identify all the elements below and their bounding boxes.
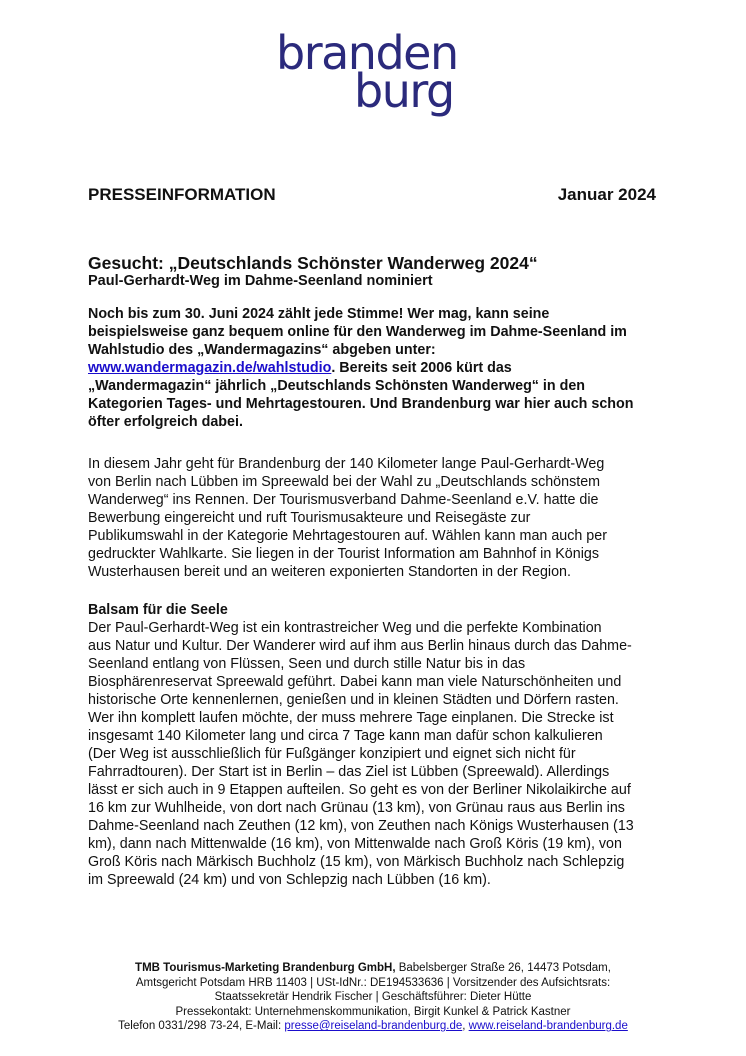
text-line: Kategorien Tages- und Mehrtagestouren. Und Brandenburg war hier auch schon xyxy=(88,396,634,412)
footer-line xyxy=(0,1019,746,1034)
text-line: (Der Weg ist ausschließlich für Fußgänger konzipiert und eignet sich nicht für xyxy=(88,746,576,762)
body-paragraph-1 xyxy=(88,455,668,581)
wandermagazin-link[interactable]: www.wandermagazin.de/wahlstudio xyxy=(88,360,332,376)
press-info-label: PRESSEINFORMATION xyxy=(88,185,276,204)
footer-line xyxy=(0,961,746,976)
text-line: im Spreewald (24 km) und von Schlepzig nach Lübben (16 km). xyxy=(88,872,491,888)
text-line: gedruckter Wahlkarte. Sie liegen in der Tourist Information am Bahnhof in Königs xyxy=(88,546,599,562)
text-line: Wanderweg“ ins Rennen. Der Tourismusverband Dahme-Seenland e.V. hatte die xyxy=(88,492,599,508)
company-address: Babelsberger Straße 26, 14473 Potsdam, xyxy=(395,962,611,974)
text-line: Publikumswahl in der Kategorie Mehrtagestouren auf. Wählen kann man auch per xyxy=(88,528,607,544)
logo-line1: branden xyxy=(276,26,458,80)
headline: Gesucht: „Deutschlands Schönster Wanderweg 2024“ xyxy=(88,253,538,273)
text-line: 16 km zur Wuhlheide, von dort nach Grünau (13 km), von Grünau raus aus Berlin ins xyxy=(88,800,625,816)
text-line xyxy=(88,359,668,377)
footer-line: Pressekontakt: Unternehmenskommunikation, Birgit Kunkel & Patrick Kastner xyxy=(175,1005,571,1018)
website-link[interactable]: www.reiseland-brandenburg.de xyxy=(468,1020,628,1033)
text-line: Noch bis zum 30. Juni 2024 zählt jede Stimme! Wer mag, kann seine xyxy=(88,306,550,322)
section-heading: Balsam für die Seele xyxy=(88,602,228,618)
text-line: beispielsweise ganz bequem online für den Wanderweg im Dahme-Seenland im xyxy=(88,324,627,340)
text-line: Fahrradtouren). Der Start ist in Berlin – das Ziel ist Lübben (Spreewald). Allerdings xyxy=(88,764,610,780)
text-line: Der Paul-Gerhardt-Weg ist ein kontrastreicher Weg und die perfekte Kombination xyxy=(88,620,602,636)
text-fragment: . Bereits seit 2006 kürt das xyxy=(331,360,512,376)
text-line: Bewerbung eingereicht und ruft Tourismusakteure und Reisegäste zur xyxy=(88,510,531,526)
text-line: Wahlstudio des „Wandermagazins“ abgeben unter: xyxy=(88,342,436,358)
section-balsam xyxy=(88,601,668,889)
footer-line: Amtsgericht Potsdam HRB 11403 | USt-IdNr.: DE194533636 | Vorsitzender des Aufsichtsrats: xyxy=(135,976,611,989)
intro-paragraph xyxy=(88,305,668,431)
email-link[interactable]: presse@reiseland-brandenburg.de xyxy=(284,1020,463,1033)
footer xyxy=(0,961,746,1034)
text-line: „Wandermagazin“ jährlich „Deutschlands Schönsten Wanderweg“ in den xyxy=(88,378,586,394)
text-line: von Berlin nach Lübben im Spreewald bei der Wahl zu „Deutschlands schönstem xyxy=(88,474,601,490)
logo-line2: burg xyxy=(354,64,454,118)
text-line: aus Natur und Kultur. Der Wanderer wird auf ihm aus Berlin hinaus durch das Dahme- xyxy=(88,638,632,654)
release-date: Januar 2024 xyxy=(557,185,656,204)
text-line: Groß Köris nach Märkisch Buchholz (15 km), von Märkisch Buchholz nach Schlepzig xyxy=(88,854,625,870)
text-line: In diesem Jahr geht für Brandenburg der 140 Kilometer lange Paul-Gerhardt-Weg xyxy=(88,456,605,472)
text-line: insgesamt 140 Kilometer lang und circa 7 Tage kann man dafür schon kalkulieren xyxy=(88,728,603,744)
text-line: km), dann nach Mittenwalde (16 km), von Mittenwalde nach Groß Köris (19 km), von xyxy=(88,836,622,852)
text-line: Seenland entlang von Flüssen, Seen und durch stille Natur bis in das xyxy=(88,656,526,672)
text-line: Biosphärenreservat Spreewald geführt. Dabei kann man viele Naturschönheiten und xyxy=(88,674,622,690)
separator: , xyxy=(462,1020,469,1033)
subheadline: Paul-Gerhardt-Weg im Dahme-Seenland nominiert xyxy=(88,273,433,289)
text-line: öfter erfolgreich dabei. xyxy=(88,414,243,430)
text-line: lässt er sich auch in 9 Etappen aufteilen. So geht es von der Berliner Nikolaikirche auf xyxy=(88,782,631,798)
text-line: Wusterhausen bereit und an weiteren exponierten Standorten in der Region. xyxy=(88,564,571,580)
phone-text: Telefon 0331/298 73-24, E-Mail: xyxy=(118,1020,285,1033)
text-line: historische Orte kennenlernen, genießen und in kleinen Städten und Dörfern rasten. xyxy=(88,692,619,708)
company-name: TMB Tourismus-Marketing Brandenburg GmbH, xyxy=(135,962,396,974)
text-line: Wer ihn komplett laufen möchte, der muss mehrere Tage einplanen. Die Strecke ist xyxy=(88,710,614,726)
text-line: Dahme-Seenland nach Zeuthen (12 km), von Zeuthen nach Königs Wusterhausen (13 xyxy=(88,818,634,834)
footer-line: Staatssekretär Hendrik Fischer | Geschäftsführer: Dieter Hütte xyxy=(214,991,532,1004)
